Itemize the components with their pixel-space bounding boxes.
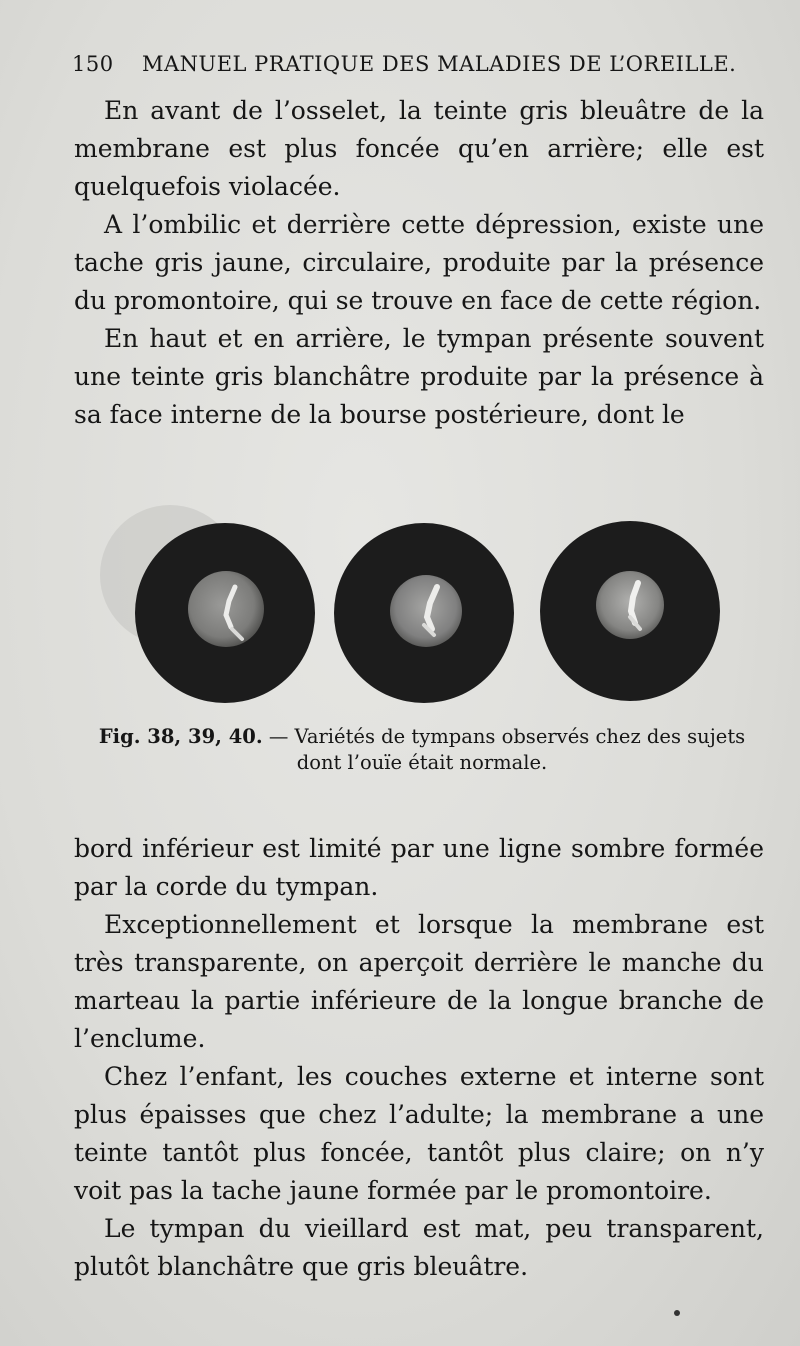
running-header	[72, 52, 737, 76]
text-block-top	[74, 92, 764, 434]
paragraph: Exceptionnellement et lorsque la membrane est très transparente, on aperçoit derrière le manche du marteau la partie inférieure de la longue branche de l’enclume.	[74, 910, 764, 1053]
paragraph: Le tympan du vieillard est mat, peu transparent, plutôt blanchâtre que gris bleuâtre.	[74, 1214, 764, 1281]
running-title: MANUEL PRATIQUE DES MALADIES DE L’OREILLE.	[141, 52, 737, 76]
tympan-figure-38	[135, 523, 315, 703]
paragraph: A l’ombilic et derrière cette dépression, existe une tache gris jaune, circulaire, produite par la présence du promontoire, qui se trouve en face de cette région.	[74, 210, 764, 315]
paragraph: En avant de l’osselet, la teinte gris bleuâtre de la membrane est plus foncée qu’en arrière; elle est quelquefois violacée.	[74, 96, 764, 201]
tympan-figure-40	[540, 521, 720, 701]
tympan-figures	[0, 505, 800, 725]
ink-speck	[674, 1310, 680, 1316]
paragraph: Chez l’enfant, les couches externe et interne sont plus épaisses que chez l’adulte; la membrane a une teinte tantôt plus foncée, tantôt plus claire; on n’y voit pas la tache jaune formée par le promontoire.	[74, 1062, 764, 1205]
figure-caption-text: — Variétés de tympans observés chez des sujets dont l’ouïe était normale.	[262, 725, 746, 774]
figure-caption	[80, 724, 764, 776]
tympan-figure-39	[334, 523, 514, 703]
paragraph: En haut et en arrière, le tympan présente souvent une teinte gris blanchâtre produite par la présence à sa face interne de la bourse postérieure, dont le	[74, 324, 764, 429]
figure-label: Fig. 38, 39, 40.	[98, 725, 263, 748]
page-number: 150	[72, 52, 114, 76]
paragraph: bord inférieur est limité par une ligne sombre formée par la corde du tympan.	[74, 834, 764, 901]
text-block-bottom	[74, 830, 764, 1286]
